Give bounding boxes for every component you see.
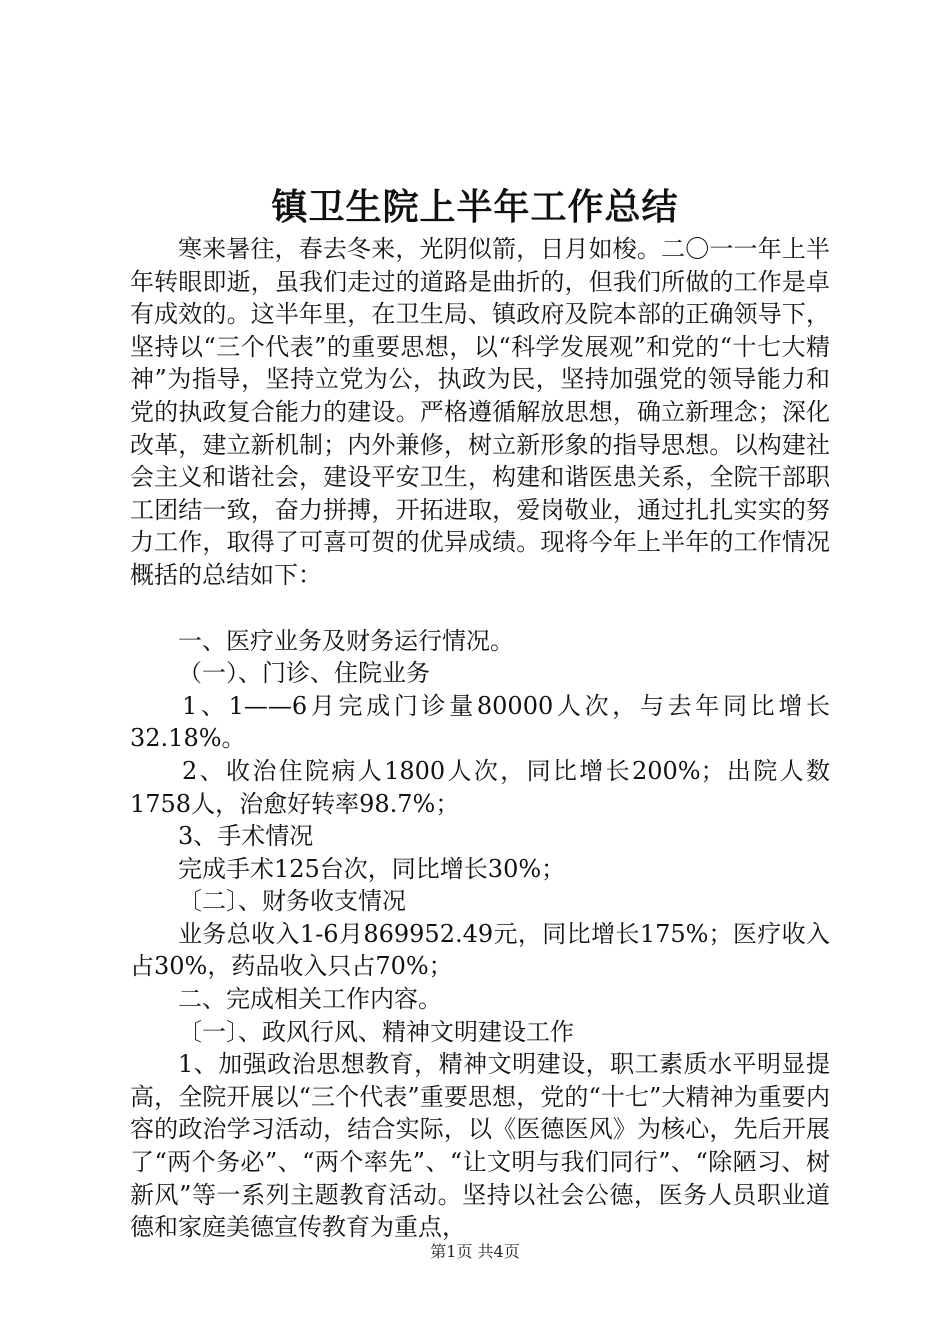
item-inpatient: 2、收治住院病人1800人次，同比增长200%；出院人数1758人，治愈好转率98.7%； [130, 756, 830, 818]
document-body [130, 233, 830, 1244]
section2-heading: 二、完成相关工作内容。 [178, 985, 442, 1014]
item-political-education: 1、加强政治思想教育，精神文明建设，职工素质水平明显提高，全院开展以“三个代表”重要思想，党的“十七”大精神为重要内容的政治学习活动，结合实际，以《医德医风》为核心，先后开展了“两个务必”、“两个率先”、“让文明与我们同行”、“除陋习、树新风”等一系列主题教育活动。坚持以社会公德，医务人员职业道德和家庭美德宣传教育为重点， [130, 1050, 830, 1242]
item-outpatient: 1、1——6月完成门诊量80000人次，与去年同比增长32.18%。 [130, 691, 830, 753]
subsection1-heading: （一）、门诊、住院业务 [178, 659, 430, 688]
finance-paragraph: 业务总收入1-6月869952.49元，同比增长175%；医疗收入占30%，药品收入只占70%； [130, 919, 830, 981]
subsection2-heading: 〔二〕、财务收支情况 [178, 887, 406, 916]
document-title: 镇卫生院上半年工作总结 [271, 187, 679, 228]
section1-heading: 一、医疗业务及财务运行情况。 [178, 626, 514, 655]
page-footer: 第1页 共4页 [430, 1242, 520, 1261]
item-surgery-text: 完成手术125台次，同比增长30%； [178, 854, 566, 883]
paragraph-gap [130, 592, 830, 625]
item-surgery-heading: 3、手术情况 [178, 822, 314, 851]
subsection3-heading: 〔一〕、政风行风、精神文明建设工作 [178, 1017, 574, 1046]
intro-paragraph: 寒来暑往，春去冬来，光阴似箭，日月如梭。二〇一一年上半年转眼即逝，虽我们走过的道路是曲折的，但我们所做的工作是卓有成效的。这半年里，在卫生局、镇政府及院本部的正确领导下，坚持以“三个代表”的重要思想，以“科学发展观”和党的“十七大精神”为指导，坚持立党为公，执政为民，坚持加强党的领导能力和党的执政复合能力的建设。严格遵循解放思想，确立新理念；深化改革，建立新机制；内外兼修，树立新形象的指导思想。以构建社会主义和谐社会，建设平安卫生，构建和谐医患关系，全院干部职工团结一致，奋力拼搏，开拓进取，爱岗敬业，通过扎扎实实的努力工作，取得了可喜可贺的优异成绩。现将今年上半年的工作情况概括的总结如下： [130, 235, 830, 589]
